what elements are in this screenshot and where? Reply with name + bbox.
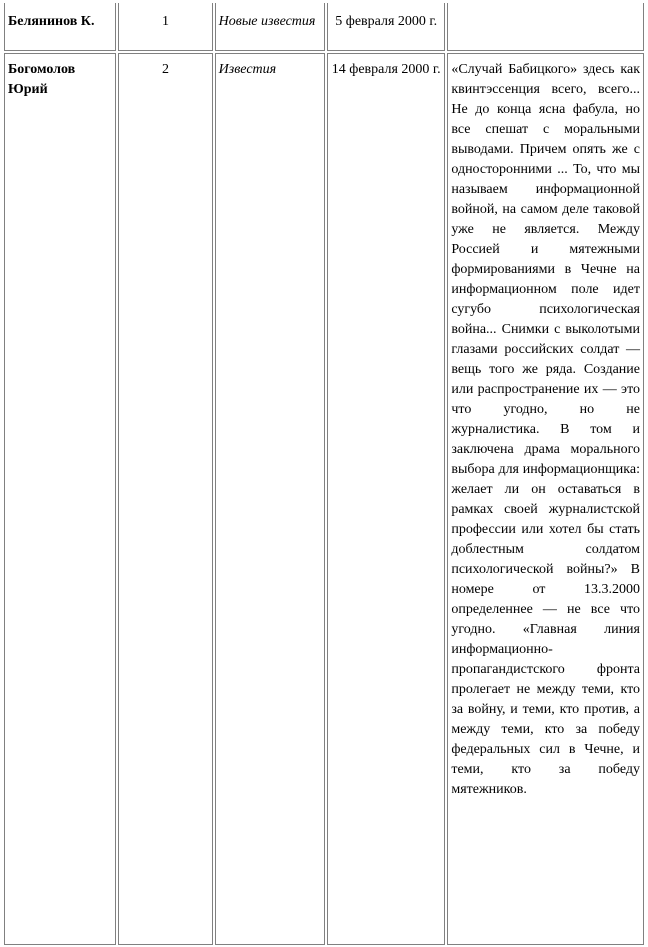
number-cell: 1 <box>118 2 212 51</box>
author-cell: Белянинов К. <box>4 2 116 51</box>
press-quotes-table <box>2 0 646 947</box>
newspaper-cell: Известия <box>215 53 325 945</box>
author-cell: Богомолов Юрий <box>4 53 116 945</box>
table-row <box>4 2 644 51</box>
table-row <box>4 53 644 945</box>
quote-cell: «Случай Бабицкого» здесь как квинтэссенция всего, всего... Не до конца ясна фабула, но все спешат с моральными выводами. Причем опять же с односторонними ... То, что мы называем информационной войной, на самом деле таковой уже не является. Между Россией и мятежными формированиями в Чечне на информационном поле идет сугубо психологическая война... Снимки с выколотыми глазами российских солдат — вещь того же ряда. Создание или распространение их — это что угодно, но не журналистика. В том и заключена драма морального выбора для информационщика: желает ли он оставаться в рамках своей журналистской профессии или хотел бы стать доблестным солдатом психологической войны?» В номере от 13.3.2000 определеннее — не все что угодно. «Главная линия информационно-пропагандистского фронта пролегает не между теми, кто за войну, и теми, кто против, а между теми, кто за победу федеральных сил в Чечне, и теми, кто за победу мятежников. <box>447 53 644 945</box>
date-cell: 5 февраля 2000 г. <box>327 2 445 51</box>
newspaper-cell: Новые известия <box>215 2 325 51</box>
date-cell: 14 февраля 2000 г. <box>327 53 445 945</box>
top-edge <box>0 0 648 3</box>
number-cell: 2 <box>118 53 212 945</box>
quote-cell <box>447 2 644 51</box>
